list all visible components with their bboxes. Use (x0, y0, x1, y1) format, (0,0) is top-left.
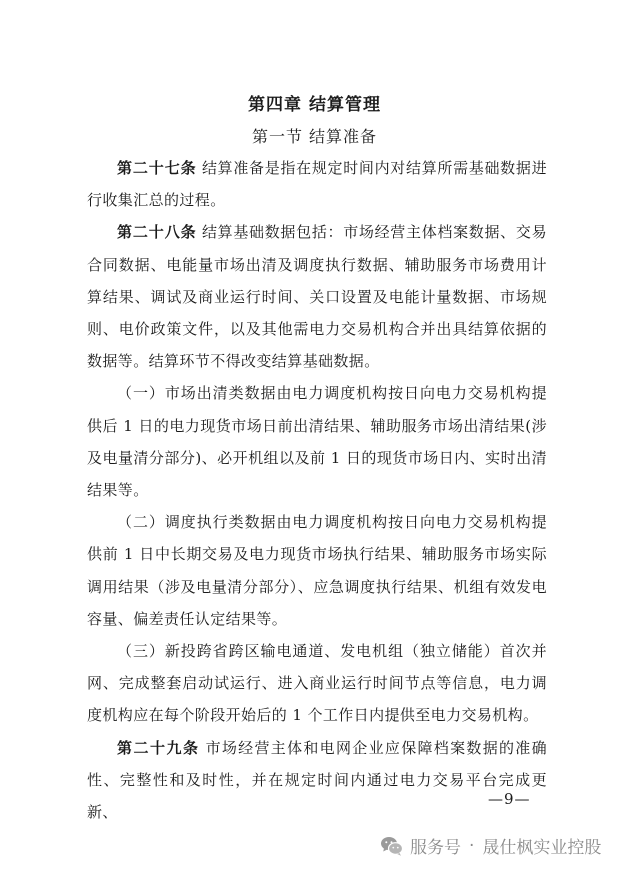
clause-text: （一）市场出清类数据由电力调度机构按日向电力交易机构提供后 1 日的电力现货市场日前出清结果、辅助服务市场出清结果(涉及电量清分部分)、必开机组以及前 1 日的现货市场日内、实时出清结果等。 (87, 384, 547, 500)
clause-text: （三）新投跨省跨区输电通道、发电机组（独立储能）首次并网、完成整套启动试运行、进入商业运行时间节点等信息，电力调度机构应在每个阶段开始后的 1 个工作日内提供至电力交易机构。 (87, 642, 547, 725)
watermark (380, 833, 601, 858)
article-label: 第二十九条 (117, 738, 200, 757)
article-29 (87, 732, 547, 829)
clause-1 (87, 377, 547, 506)
watermark-account: 晟仕枫实业控股 (482, 838, 602, 858)
chapter-title: 第四章 结算管理 (248, 95, 381, 115)
wechat-icon (380, 835, 404, 857)
watermark-prefix: 服务号 (410, 838, 461, 858)
article-28 (87, 216, 547, 377)
article-label: 第二十八条 (117, 223, 197, 242)
page-number: —9— (488, 790, 531, 808)
document-body (87, 152, 547, 828)
section-title: 第一节 结算准备 (251, 127, 378, 146)
article-label: 第二十七条 (117, 159, 197, 177)
clause-2 (87, 506, 547, 635)
clause-3 (87, 635, 547, 732)
watermark-separator: · (469, 835, 475, 856)
article-text: 结算基础数据包括：市场经营主体档案数据、交易合同数据、电能量市场出清及调度执行数据、辅助服务市场费用计算结果、调试及商业运行时间、关口设置及电能计量数据、市场规则、电价政策文件，以及其他需电力交易机构合并出具结算依据的数据等。结算环节不得改变结算基础数据。 (87, 223, 547, 371)
article-text: 市场经营主体和电网企业应保障档案数据的准确性、完整性和及时性，并在规定时间内通过电力交易平台完成更新、 (87, 738, 547, 822)
clause-text: （二）调度执行类数据由电力调度机构按日向电力交易机构提供前 1 日中长期交易及电力现货市场执行结果、辅助服务市场实际调用结果（涉及电量清分部分）、应急调度执行结果、机组有效发电容量、偏差责任认定结果等。 (87, 513, 547, 628)
article-text: 结算准备是指在规定时间内对结算所需基础数据进行收集汇总的过程。 (87, 159, 547, 210)
article-27 (87, 152, 547, 216)
